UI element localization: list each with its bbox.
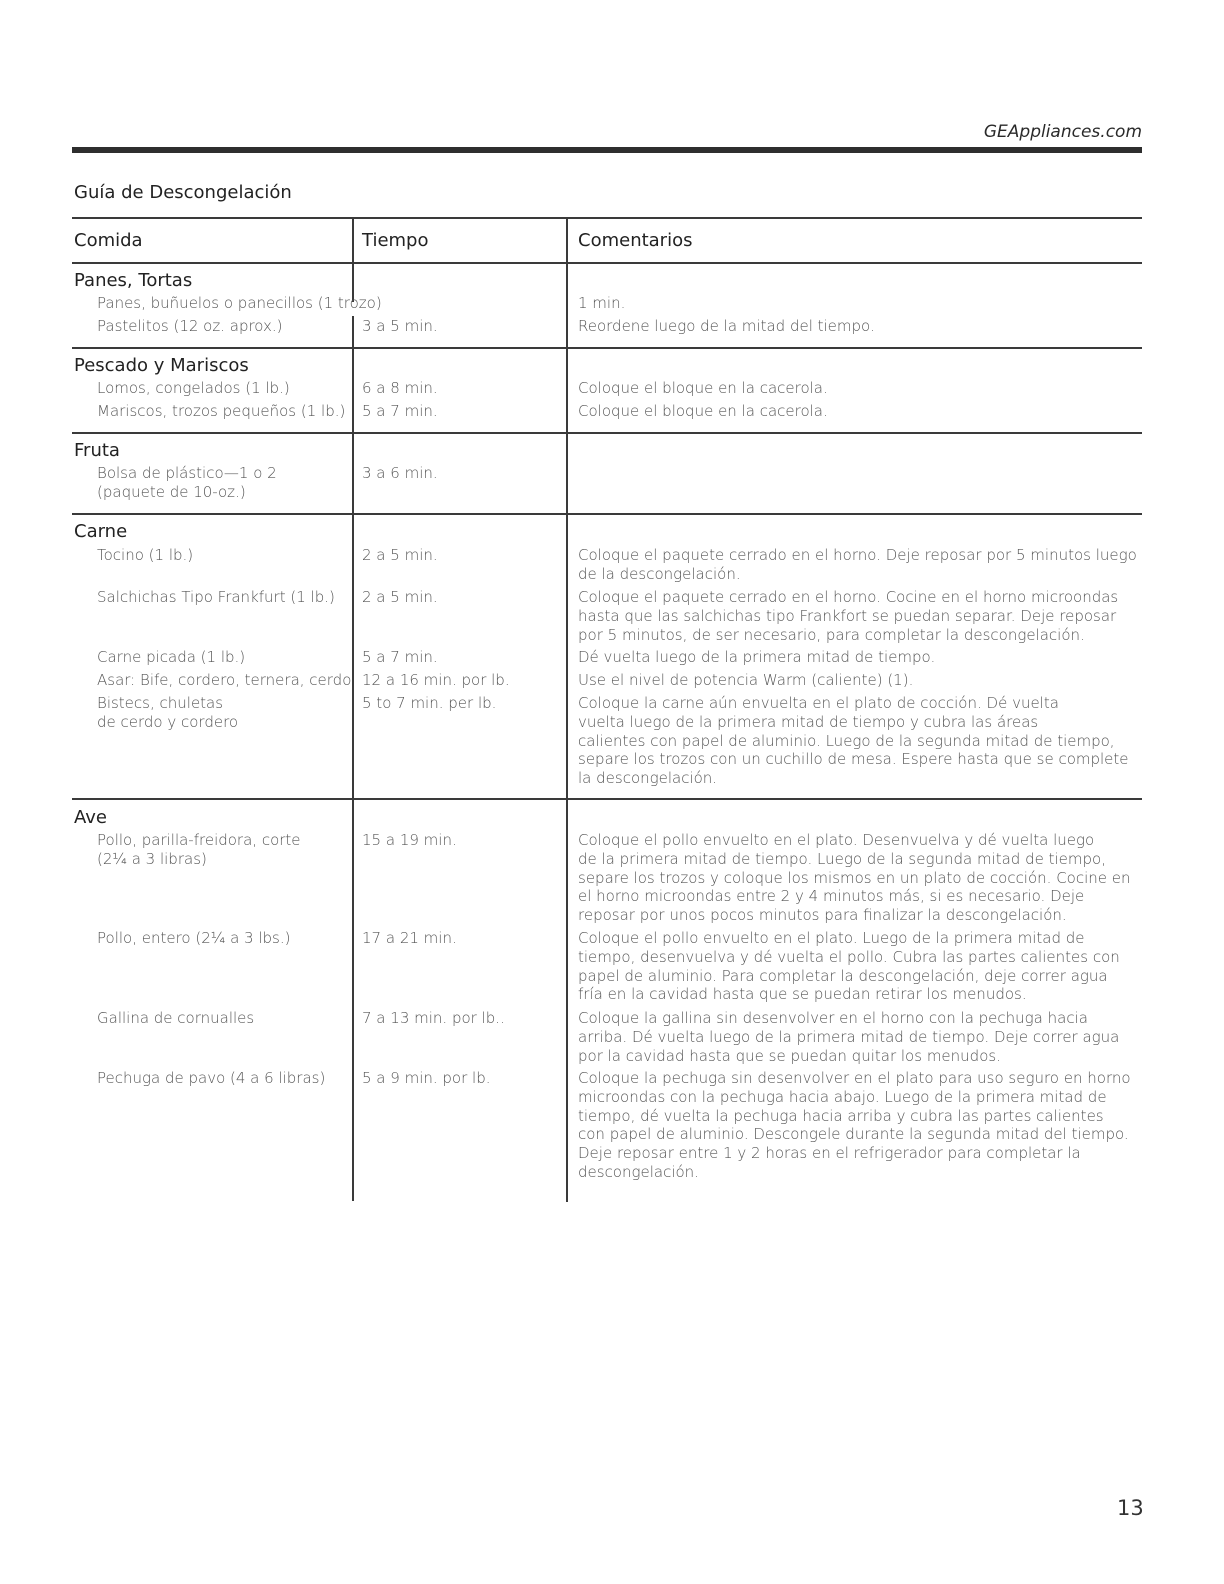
time-cell: 7 a 13 min. por lb.. <box>362 1009 505 1027</box>
section-divider <box>72 798 1142 800</box>
food-cell: Lomos, congelados (1 lb.) <box>97 379 290 397</box>
food-cell: Bolsa de plástico—1 o 2 (paquete de 10-oz.) <box>97 464 277 501</box>
time-cell: 3 a 5 min. <box>362 317 438 335</box>
food-cell: Asar: Bife, cordero, ternera, cerdo <box>97 671 352 689</box>
column-header-time: Tiempo <box>362 230 429 251</box>
section-heading: Carne <box>74 521 128 542</box>
section-heading: Fruta <box>74 440 120 461</box>
time-cell: 2 a 5 min. <box>362 588 438 606</box>
table-top-rule <box>72 217 1142 219</box>
header-rule <box>72 147 1142 153</box>
column-header-food: Comida <box>74 230 143 251</box>
food-cell: Pastelitos (12 oz. aprox.) <box>97 317 283 335</box>
section-divider <box>72 432 1142 434</box>
column-header-comments: Comentarios <box>578 230 693 251</box>
comment-cell: Coloque el bloque en la cacerola. <box>578 402 828 420</box>
comment-cell: Coloque la gallina sin desenvolver en el horno con la pechuga hacia arriba. Dé vuelta luego de la primera mitad de tiempo. Deje correr agua por la cavidad hasta que se puedan quitar los menudos. <box>578 1009 1120 1065</box>
food-cell: Gallina de cornualles <box>97 1009 255 1027</box>
food-cell: Panes, buñuelos o panecillos (1 trozo) <box>97 294 382 312</box>
comment-cell: Coloque el paquete cerrado en el horno. Cocine en el horno microondas hasta que las salchichas tipo Frankfort se puedan separar. Deje reposar por 5 minutos, de ser necesario, para completar la descongelación. <box>578 588 1119 644</box>
time-cell: 5 to 7 min. per lb. <box>362 694 497 712</box>
food-cell: Bistecs, chuletas de cerdo y cordero <box>97 694 239 731</box>
time-cell: 12 a 16 min. por lb. <box>362 671 510 689</box>
comment-cell: Coloque el pollo envuelto en el plato. Desenvuelva y dé vuelta luego de la primera mitad de tiempo. Luego de la segunda mitad de tiempo, separe los trozos y coloque los mismos en un plato de cocción. Cocine en el horno microondas entre 2 y 4 minutos más, si es necesario. Deje reposar por unos pocos minutos para finalizar la descongelación. <box>578 831 1131 925</box>
header-bottom-rule <box>72 262 1142 264</box>
section-divider <box>72 347 1142 349</box>
comment-cell: 1 min. <box>578 294 626 312</box>
comment-cell: Use el nivel de potencia Warm (caliente) (1). <box>578 671 914 689</box>
guide-title: Guía de Descongelación <box>74 182 292 203</box>
section-divider <box>72 513 1142 515</box>
time-cell: 3 a 6 min. <box>362 464 438 482</box>
page-number: 13 <box>1117 1496 1144 1520</box>
time-cell: 15 a 19 min. <box>362 831 457 849</box>
time-cell: 5 a 7 min. <box>362 648 438 666</box>
comment-cell: Coloque la pechuga sin desenvolver en el plato para uso seguro en horno microondas con la pechuga hacia abajo. Luego de la primera mitad de tiempo, dé vuelta la pechuga hacia arriba y cubra las partes calientes con papel de aluminio. Descongele durante la segunda mitad del tiempo. Deje reposar entre 1 y 2 horas en el refrigerador para completar la descongelación. <box>578 1069 1131 1181</box>
time-cell: 5 a 9 min. por lb. <box>362 1069 491 1087</box>
food-cell: Pechuga de pavo (4 a 6 libras) <box>97 1069 326 1087</box>
time-cell: 17 a 21 min. <box>362 929 457 947</box>
food-cell: Mariscos, trozos pequeños (1 lb.) <box>97 402 346 420</box>
food-cell: Salchichas Tipo Frankfurt (1 lb.) <box>97 588 335 606</box>
section-heading: Pescado y Mariscos <box>74 355 249 376</box>
comment-cell: Coloque la carne aún envuelta en el plato de cocción. Dé vuelta vuelta luego de la primera mitad de tiempo y cubra las áreas calientes con papel de aluminio. Luego de la segunda mitad de tiempo, separe los trozos con un cuchillo de mesa. Espere hasta que se complete la descongelación. <box>578 694 1129 788</box>
time-cell: 2 a 5 min. <box>362 546 438 564</box>
comment-cell: Coloque el bloque en la cacerola. <box>578 379 828 397</box>
food-cell: Tocino (1 lb.) <box>97 546 194 564</box>
site-url: GEAppliances.com <box>983 122 1142 142</box>
time-cell: 5 a 7 min. <box>362 402 438 420</box>
food-cell: Pollo, parilla-freidora, corte (2¼ a 3 libras) <box>97 831 301 868</box>
comment-cell: Coloque el paquete cerrado en el horno. Deje reposar por 5 minutos luego de la descongelación. <box>578 546 1137 583</box>
section-heading: Ave <box>74 807 107 828</box>
food-cell: Pollo, entero (2¼ a 3 lbs.) <box>97 929 291 947</box>
time-cell: 6 a 8 min. <box>362 379 438 397</box>
column-divider <box>352 316 354 1201</box>
section-heading: Panes, Tortas <box>74 270 193 291</box>
column-divider <box>352 217 354 302</box>
food-cell: Carne picada (1 lb.) <box>97 648 246 666</box>
comment-cell: Reordene luego de la mitad del tiempo. <box>578 317 875 335</box>
comment-cell: Coloque el pollo envuelto en el plato. Luego de la primera mitad de tiempo, desenvuelva y dé vuelta el pollo. Cubra las partes calientes con papel de aluminio. Para completar la descongelación, deje correr agua fría en la cavidad hasta que se puedan retirar los menudos. <box>578 929 1120 1004</box>
column-divider <box>566 217 568 1202</box>
comment-cell: Dé vuelta luego de la primera mitad de tiempo. <box>578 648 936 666</box>
